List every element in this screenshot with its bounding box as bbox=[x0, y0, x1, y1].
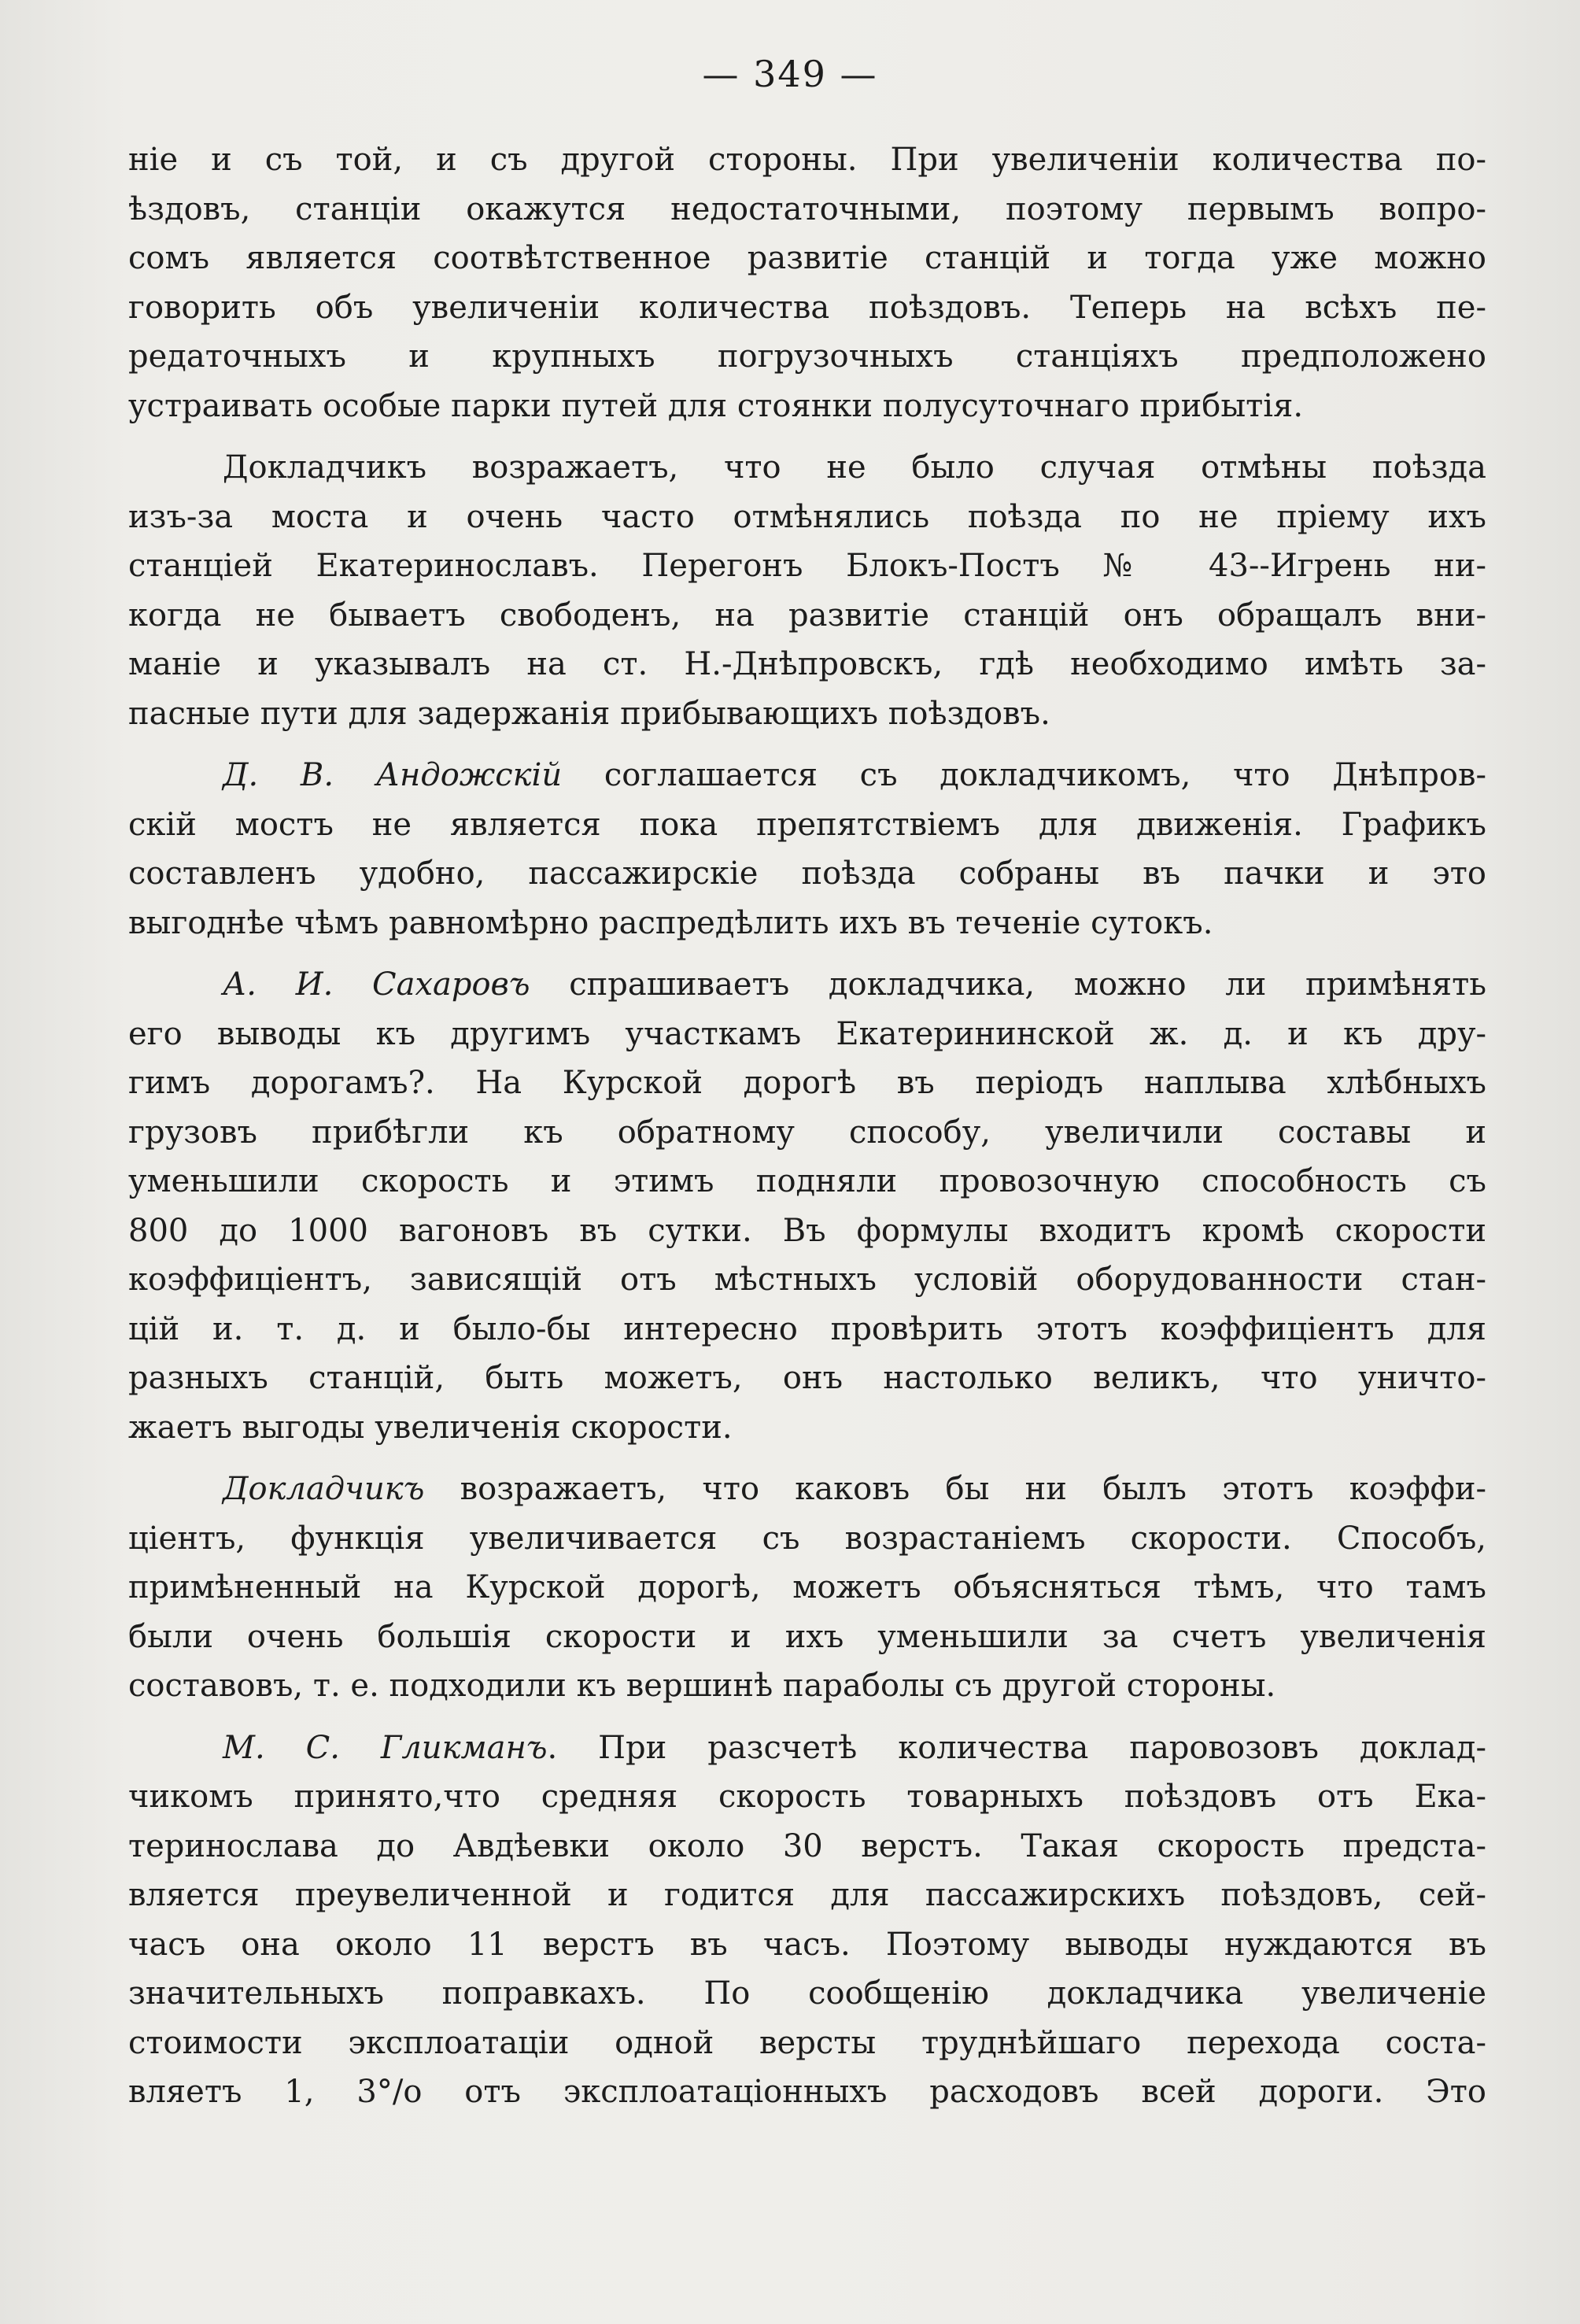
paragraph-3 bbox=[128, 751, 1486, 948]
speaker-name: М. С. Гликманъ bbox=[223, 1729, 548, 1766]
text-line: чикомъ принято,что средняя скорость товарныхъ поѣздовъ отъ Ека- bbox=[128, 1779, 1486, 1815]
paragraph-4 bbox=[128, 960, 1486, 1452]
text-line: жаетъ выгоды увеличенія скорости. bbox=[128, 1409, 733, 1446]
text-line: уменьшили скорость и этимъ подняли провозочную способность съ bbox=[128, 1163, 1486, 1199]
text-line: сомъ является соотвѣтственное развитіе станцій и тогда уже можно bbox=[128, 240, 1486, 276]
paragraph-6 bbox=[128, 1724, 1486, 2117]
text-line: когда не бываетъ свободенъ, на развитіе станцій онъ обращалъ вни- bbox=[128, 597, 1486, 634]
text-line: стоимости эксплоатаціи одной версты труднѣйшаго перехода соста- bbox=[128, 2024, 1486, 2061]
line-text: . При разсчетѣ количества паровозовъ доклад- bbox=[547, 1729, 1486, 1766]
text-line: пасные пути для задержанія прибывающихъ поѣздовъ. bbox=[128, 695, 1050, 732]
paragraph-2 bbox=[128, 443, 1486, 738]
text-line: выгоднѣе чѣмъ равномѣрно распредѣлить ихъ въ теченіе сутокъ. bbox=[128, 904, 1213, 941]
page-number: — 349 — bbox=[702, 53, 878, 95]
speaker-name: Докладчикъ bbox=[223, 1471, 425, 1507]
text-line: цій и. т. д. и было-бы интересно провѣрить этотъ коэффиціентъ для bbox=[128, 1310, 1486, 1347]
text-line: грузовъ прибѣгли къ обратному способу, увеличили составы и bbox=[128, 1114, 1486, 1151]
text-line: ніе и съ той, и съ другой стороны. При увеличеніи количества по- bbox=[128, 142, 1486, 178]
text-line: Докладчикъ возражаетъ, что не было случая отмѣны поѣзда bbox=[223, 449, 1486, 486]
text-line: редаточныхъ и крупныхъ погрузочныхъ станціяхъ предположено bbox=[128, 338, 1486, 375]
text-line: скій мостъ не является пока препятствіемъ для движенія. Графикъ bbox=[128, 806, 1486, 843]
paragraph-5 bbox=[128, 1465, 1486, 1711]
text-line: устраивать особые парки путей для стоянки полусуточнаго прибытія. bbox=[128, 387, 1304, 424]
paragraph-1 bbox=[128, 135, 1486, 430]
speaker-name: Д. В. Андожскій bbox=[223, 757, 563, 793]
text-line: 800 до 1000 вагоновъ въ сутки. Въ формулы входитъ кромѣ скорости bbox=[128, 1212, 1486, 1249]
text-line: маніе и указывалъ на ст. Н.-Днѣпровскъ, гдѣ необходимо имѣть за- bbox=[128, 646, 1486, 682]
body-text bbox=[128, 135, 1486, 2130]
text-line: часъ она около 11 верстъ въ часъ. Поэтому выводы нуждаются въ bbox=[128, 1926, 1486, 1963]
text-line: составовъ, т. е. подходили къ вершинѣ параболы съ другой стороны. bbox=[128, 1668, 1276, 1704]
text-line: значительныхъ поправкахъ. По сообщенію докладчика увеличеніе bbox=[128, 1975, 1486, 2012]
text-line: разныхъ станцій, быть можетъ, онъ настолько великъ, что уничто- bbox=[128, 1360, 1486, 1396]
text-line: примѣненный на Курской дорогѣ, можетъ объясняться тѣмъ, что тамъ bbox=[128, 1569, 1486, 1605]
text-line bbox=[128, 1465, 1486, 1514]
text-line: вляетъ 1, 3°/о отъ эксплоатаціонныхъ расходовъ всей дороги. Это bbox=[128, 2074, 1486, 2110]
text-line: говорить объ увеличеніи количества поѣздовъ. Теперь на всѣхъ пе- bbox=[128, 289, 1486, 326]
text-line bbox=[128, 1724, 1486, 1773]
text-line: коэффиціентъ, зависящій отъ мѣстныхъ условій оборудованности стан- bbox=[128, 1262, 1486, 1298]
text-line bbox=[128, 751, 1486, 800]
text-line: изъ-за моста и очень часто отмѣнялись поѣзда по не пріему ихъ bbox=[128, 498, 1486, 535]
speaker-name: А. И. Сахаровъ bbox=[223, 966, 530, 1003]
text-line: станціей Екатеринославъ. Перегонъ Блокъ-Постъ № 43--Игрень ни- bbox=[128, 548, 1486, 584]
text-line: ціентъ, функція увеличивается съ возрастаніемъ скорости. Способъ, bbox=[128, 1520, 1486, 1557]
text-line: вляется преувеличенной и годится для пассажирскихъ поѣздовъ, сей- bbox=[128, 1877, 1486, 1913]
text-line: теринослава до Авдѣевки около 30 верстъ. Такая скорость предста- bbox=[128, 1827, 1486, 1864]
line-text: соглашается съ докладчикомъ, что Днѣпров- bbox=[562, 757, 1487, 793]
text-line: ѣздовъ, станціи окажутся недостаточными, поэтому первымъ вопро- bbox=[128, 190, 1486, 227]
line-text: возражаетъ, что каковъ бы ни былъ этотъ коэффи- bbox=[424, 1471, 1486, 1507]
line-text: спрашиваетъ докладчика, можно ли примѣнять bbox=[530, 966, 1486, 1003]
text-line: гимъ дорогамъ?. На Курской дорогѣ въ періодъ наплыва хлѣбныхъ bbox=[128, 1065, 1486, 1101]
text-line: его выводы къ другимъ участкамъ Екатерининской ж. д. и къ дру- bbox=[128, 1015, 1486, 1052]
text-line: составленъ удобно, пассажирскіе поѣзда собраны въ пачки и это bbox=[128, 855, 1486, 892]
text-line: были очень большія скорости и ихъ уменьшили за счетъ увеличенія bbox=[128, 1618, 1486, 1655]
text-line bbox=[128, 960, 1486, 1010]
